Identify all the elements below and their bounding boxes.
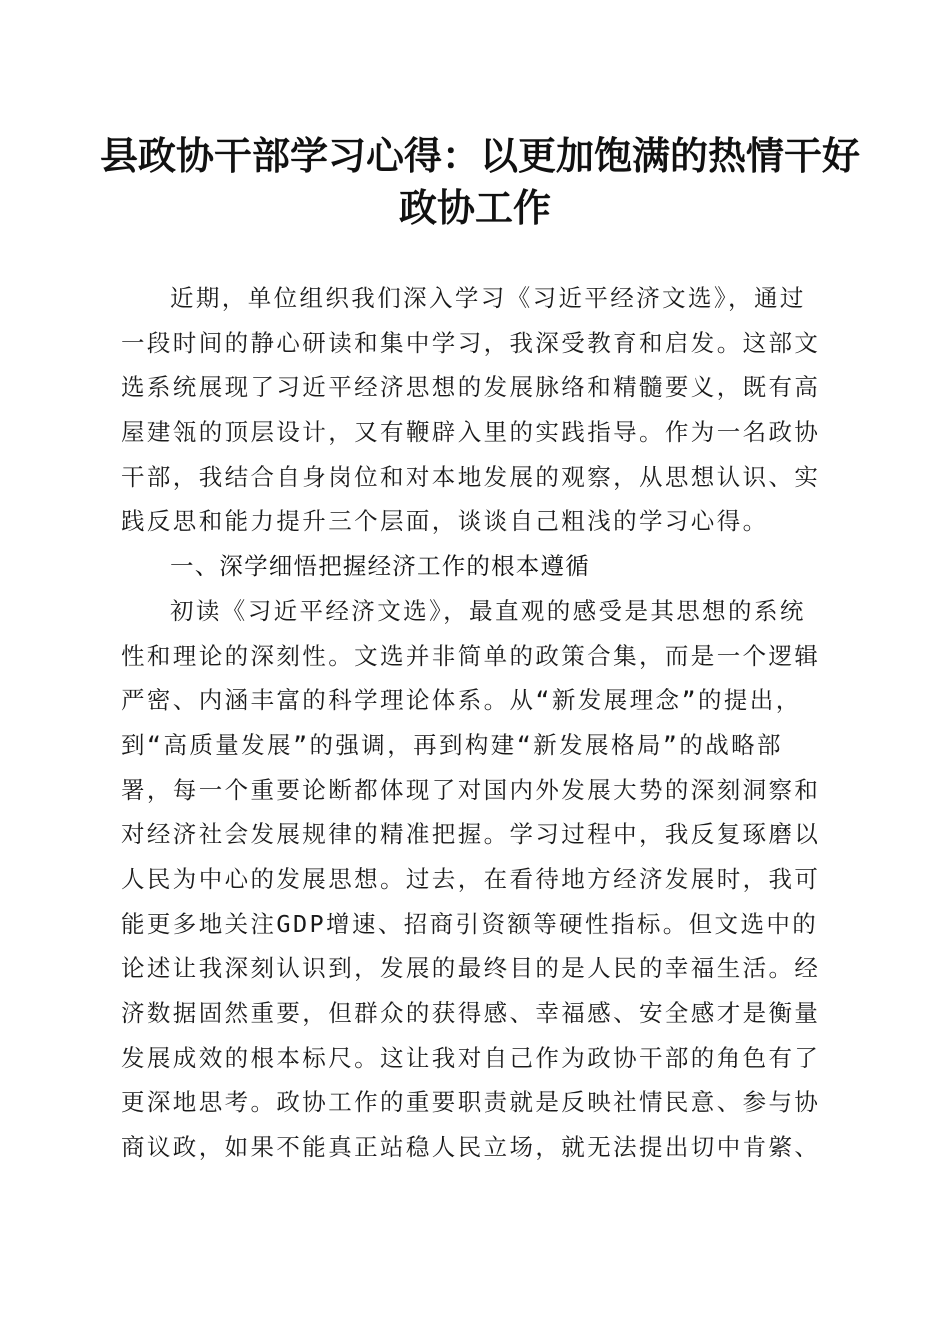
text-line: 发展成效的根本标尺。这让我对自己作为政协干部的角色有了: [121, 1043, 821, 1072]
paragraph-intro: [121, 276, 824, 544]
text-line: 更深地思考。政协工作的重要职责就是反映社情民意、参与协: [121, 1088, 821, 1117]
text-line: 近期，单位组织我们深入学习《习近平经济文选》，通过: [170, 284, 806, 312]
title-line: 政协工作: [398, 185, 551, 230]
text-line: 选系统展现了习近平经济思想的发展脉络和精髓要义，既有高: [121, 373, 821, 402]
text-line: 践反思和能力提升三个层面，谈谈自己粗浅的学习心得。: [121, 507, 769, 536]
text-line: 干部，我结合自身岗位和对本地发展的观察，从思想认识、实: [121, 462, 821, 491]
paragraph-section1: [121, 589, 824, 1170]
text-line: 屋建瓴的顶层设计，又有鞭辟入里的实践指导。作为一名政协: [121, 418, 821, 447]
title-line: 县政协干部学习心得：以更加饱满的热情干好: [100, 133, 861, 178]
text-line: 对经济社会发展规律的精准把握。学习过程中，我反复琢磨以: [121, 820, 821, 849]
text-line: 一段时间的静心研读和集中学习，我深受教育和启发。这部文: [121, 328, 821, 357]
document-title: [100, 130, 861, 234]
text-line: 能更多地关注GDP增速、招商引资额等硬性指标。但文选中的: [121, 909, 819, 938]
text-line: 济数据固然重要，但群众的获得感、幸福感、安全感才是衡量: [121, 999, 821, 1027]
text-line: 商议政，如果不能真正站稳人民立场，就无法提出切中肯綮、: [121, 1133, 821, 1162]
text-line: 严密、内涵丰富的科学理论体系。从“新发展理念”的提出，: [121, 686, 802, 715]
text-line: 论述让我深刻认识到，发展的最终目的是人民的幸福生活。经: [121, 954, 821, 983]
section-heading: 一、深学细悟把握经济工作的根本遵循: [170, 552, 590, 581]
document-body: [121, 276, 824, 1170]
text-line: 初读《习近平经济文选》，最直观的感受是其思想的系统: [170, 596, 806, 625]
text-line: 性和理论的深刻性。文选并非简单的政策合集，而是一个逻辑: [121, 641, 821, 670]
text-line: 署，每一个重要论断都体现了对国内外发展大势的深刻洞察和: [121, 775, 821, 804]
text-line: 人民为中心的发展思想。过去，在看待地方经济发展时，我可: [121, 864, 821, 893]
text-line: 到“高质量发展”的强调，再到构建“新发展格局”的战略部: [121, 730, 783, 759]
